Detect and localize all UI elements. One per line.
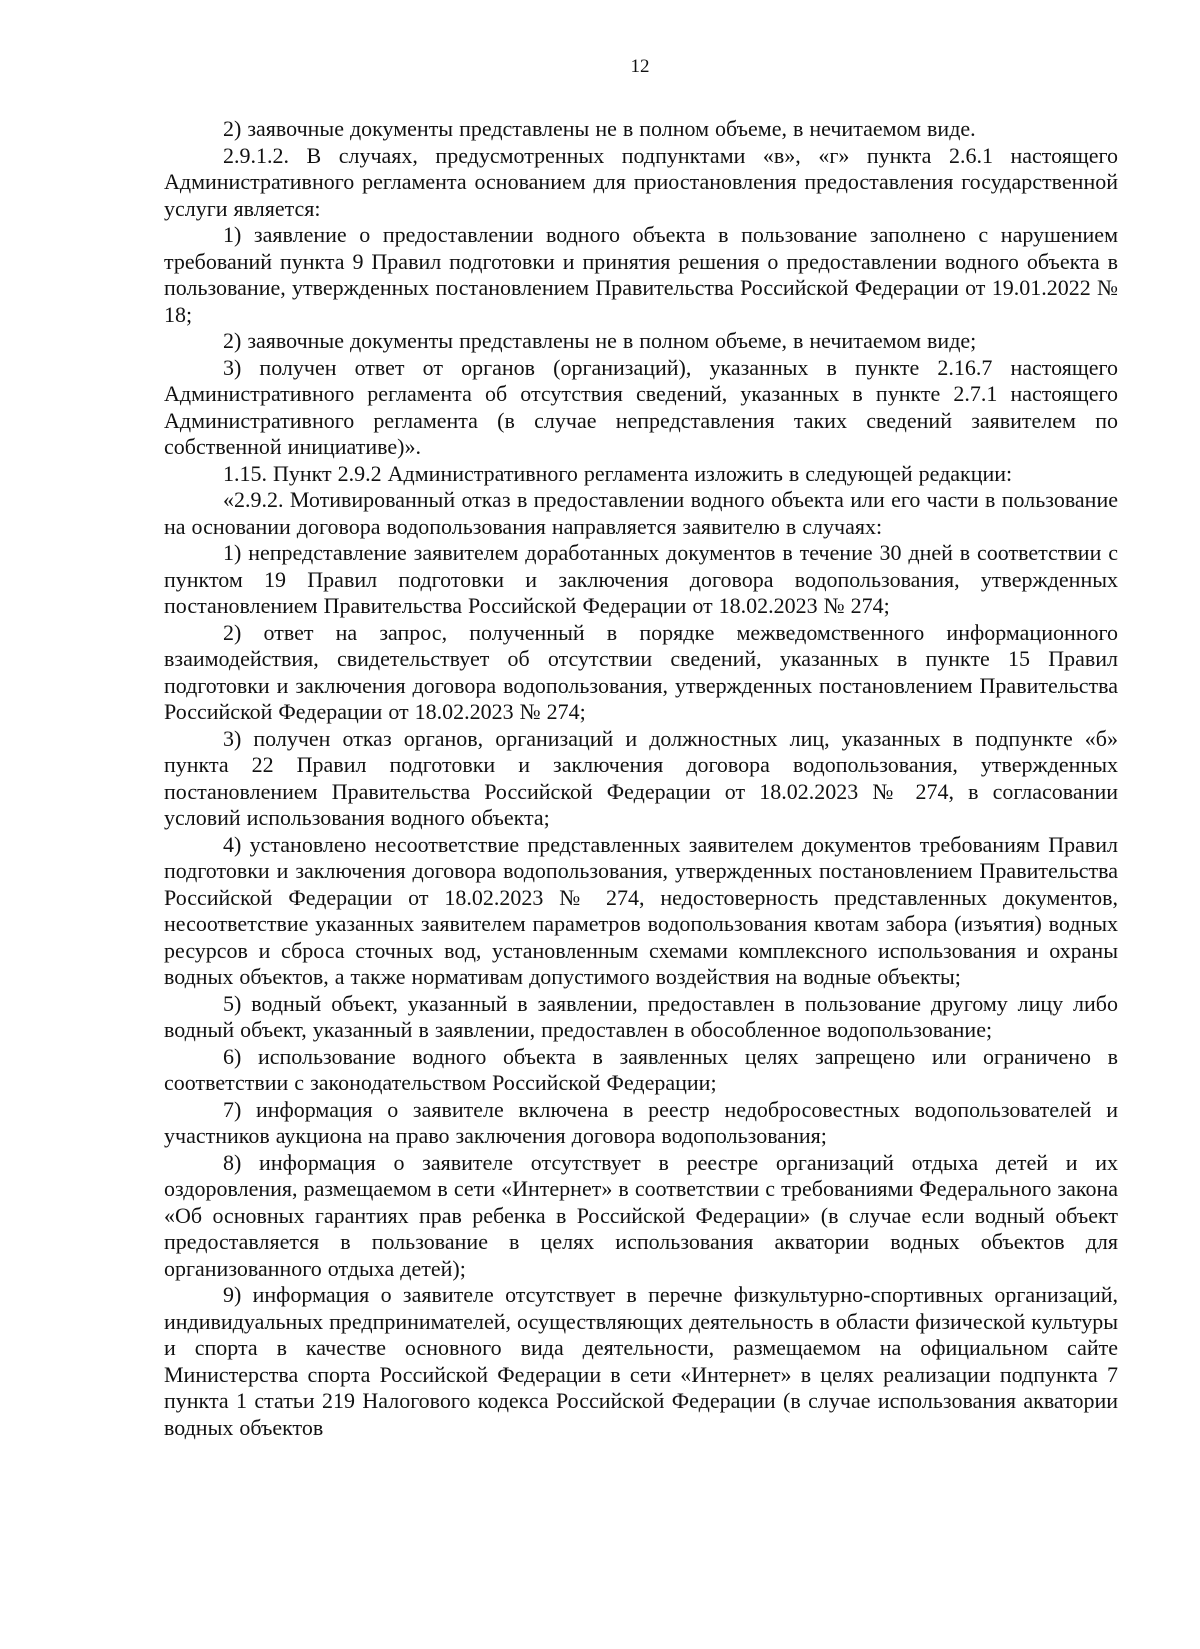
paragraph: 1) заявление о предоставлении водного объекта в пользование заполнено с нарушением требований пункта 9 Правил подготовки и принятия решения о предоставлении водного объекта в пользование, утвержденных постановлением Правительства Российской Федерации от 19.01.2022 № 18; [164, 222, 1118, 327]
paragraph: 6) использование водного объекта в заявленных целях запрещено или ограничено в соответствии с законодательством Российской Федерации; [164, 1043, 1118, 1095]
paragraph: 2.9.1.2. В случаях, предусмотренных подпунктами «в», «г» пункта 2.6.1 настоящего Административного регламента основанием для приостановления предоставления государственной услуги является: [164, 142, 1118, 221]
paragraph: 2) заявочные документы представлены не в полном объеме, в нечитаемом виде; [223, 328, 977, 353]
paragraph: 3) получен ответ от органов (организаций), указанных в пункте 2.16.7 настоящего Административного регламента об отсутствия сведений, указанных в пункте 2.7.1 настоящего Административного регламента (в случае непредставления таких сведений заявителем по собственной инициативе)». [164, 354, 1118, 459]
document-body [164, 116, 1118, 1441]
paragraph: 5) водный объект, указанный в заявлении, предоставлен в пользование другому лицу либо водный объект, указанный в заявлении, предоставлен в обособленное водопользование; [164, 990, 1118, 1042]
page-number: 12 [630, 56, 650, 77]
paragraph: «2.9.2. Мотивированный отказ в предоставлении водного объекта или его части в пользование на основании договора водопользования направляется заявителю в случаях: [164, 487, 1118, 539]
paragraph: 1) непредставление заявителем доработанных документов в течение 30 дней в соответствии с пунктом 19 Правил подготовки и заключения договора водопользования, утвержденных постановлением Правительства Российской Федерации от 18.02.2023 № 274; [164, 540, 1118, 618]
paragraph: 2) заявочные документы представлены не в полном объеме, в нечитаемом виде. [223, 116, 976, 141]
paragraph: 1.15. Пункт 2.9.2 Административного регламента изложить в следующей редакции: [223, 460, 1013, 486]
paragraph: 3) получен отказ органов, организаций и должностных лиц, указанных в подпункте «б» пункта 22 Правил подготовки и заключения договора водопользования, утвержденных постановлением Правительства Российской Федерации от 18.02.2023 № 274, в согласовании условий использования водного объекта; [164, 725, 1118, 830]
paragraph: 4) установлено несоответствие представленных заявителем документов требованиям Правил подготовки и заключения договора водопользования, утвержденных постановлением Правительства Российской Федерации от 18.02.2023 № 274, недостоверность представленных документов, несоответствие указанных заявителем параметров водопользования квотам забора (изъятия) водных ресурсов и сброса сточных вод, установленным схемами комплексного использования и охраны водных объектов, а также нормативам допустимого воздействия на водные объекты; [164, 831, 1118, 989]
paragraph: 2) ответ на запрос, полученный в порядке межведомственного информационного взаимодействия, свидетельствует об отсутствии сведений, указанных в пункте 15 Правил подготовки и заключения договора водопользования, утвержденных постановлением Правительства Российской Федерации от 18.02.2023 № 274; [164, 619, 1118, 724]
paragraph: 8) информация о заявителе отсутствует в реестре организаций отдыха детей и их оздоровления, размещаемом в сети «Интернет» в соответствии с требованиями Федерального закона «Об основных гарантиях прав ребенка в Российской Федерации» (в случае если водный объект предоставляется в пользование в целях использования акватории водных объектов для организованного отдыха детей); [164, 1149, 1118, 1281]
paragraph: 9) информация о заявителе отсутствует в перечне физкультурно-спортивных организаций, индивидуальных предпринимателей, осуществляющих деятельность в области физической культуры и спорта в качестве основного вида деятельности, размещаемом на официальном сайте Министерства спорта Российской Федерации в сети «Интернет» в целях реализации подпункта 7 пункта 1 статьи 219 Налогового кодекса Российской Федерации (в случае использования акватории водных объектов [164, 1282, 1118, 1440]
paragraph: 7) информация о заявителе включена в реестр недобросовестных водопользователей и участников аукциона на право заключения договора водопользования; [164, 1096, 1118, 1148]
